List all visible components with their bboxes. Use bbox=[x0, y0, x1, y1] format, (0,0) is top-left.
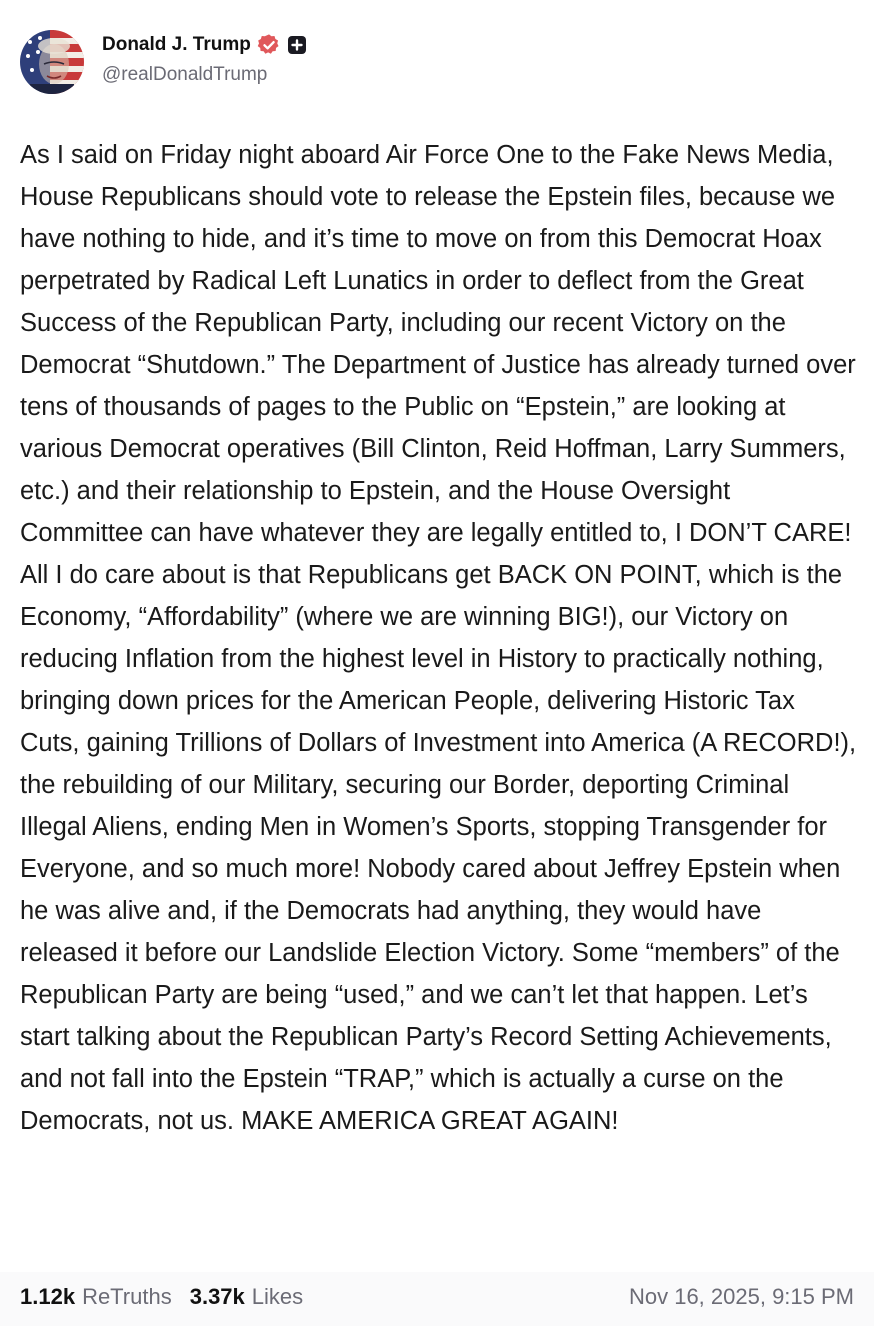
likes-stat[interactable] bbox=[190, 1284, 303, 1310]
likes-label: Likes bbox=[251, 1284, 304, 1309]
plus-square-icon bbox=[287, 35, 307, 55]
retruths-label: ReTruths bbox=[82, 1284, 172, 1309]
post-header bbox=[20, 30, 307, 94]
retruths-count: 1.12k bbox=[20, 1284, 76, 1309]
retruths-stat[interactable] bbox=[20, 1284, 172, 1310]
author-identity bbox=[102, 32, 307, 86]
avatar[interactable] bbox=[20, 30, 84, 94]
post-timestamp[interactable]: Nov 16, 2025, 9:15 PM bbox=[628, 1284, 854, 1309]
post-footer bbox=[0, 1272, 874, 1326]
author-display-name[interactable]: Donald J. Trump bbox=[102, 34, 251, 55]
author-handle[interactable]: @realDonaldTrump bbox=[102, 64, 268, 85]
flag-portrait-avatar-icon bbox=[20, 30, 84, 94]
post-stats bbox=[20, 1284, 303, 1310]
likes-count: 3.37k bbox=[189, 1284, 245, 1309]
name-row bbox=[102, 32, 307, 58]
verified-badge-icon bbox=[257, 33, 281, 57]
post-text: As I said on Friday night aboard Air Force One to the Fake News Media, House Republicans should vote to release the Epstein files, because we have nothing to hide, and it’s time to move on from this Democrat Hoax perpetrated by Radical Left Lunatics in order to deflect from the Great Success of the Republican Party, including our recent Victory on the Democrat “Shutdown.” The Department of Justice has already turned over tens of thousands of pages to the Public on “Epstein,” are looking at various Democrat operatives (Bill Clinton, Reid Hoffman, Larry Summers, etc.) and their relationship to Epstein, and the House Oversight Committee can have whatever they are legally entitled to, I DON’T CARE! All I do care about is that Republicans get BACK ON POINT, which is the Economy, “Affordability” (where we are winning BIG!), our Victory on reducing Inflation from the highest level in History to practically nothing, bringing down prices for the American People, delivering Historic Tax Cuts, gaining Trillions of Dollars of Investment into America (A RECORD!), the rebuilding of our Military, securing our Border, deporting Criminal Illegal Aliens, ending Men in Women’s Sports, stopping Transgender for Everyone, and so much more! Nobody cared about Jeffrey Epstein when he was alive and, if the Democrats had anything, they would have released it before our Landslide Election Victory. Some “members” of the Republican Party are being “used,” and we can’t let that happen. Let’s start talking about the Republican Party’s Record Setting Achievements, and not fall into the Epstein “TRAP,” which is actually a curse on the Democrats, not us. MAKE AMERICA GREAT AGAIN! bbox=[20, 141, 857, 1135]
